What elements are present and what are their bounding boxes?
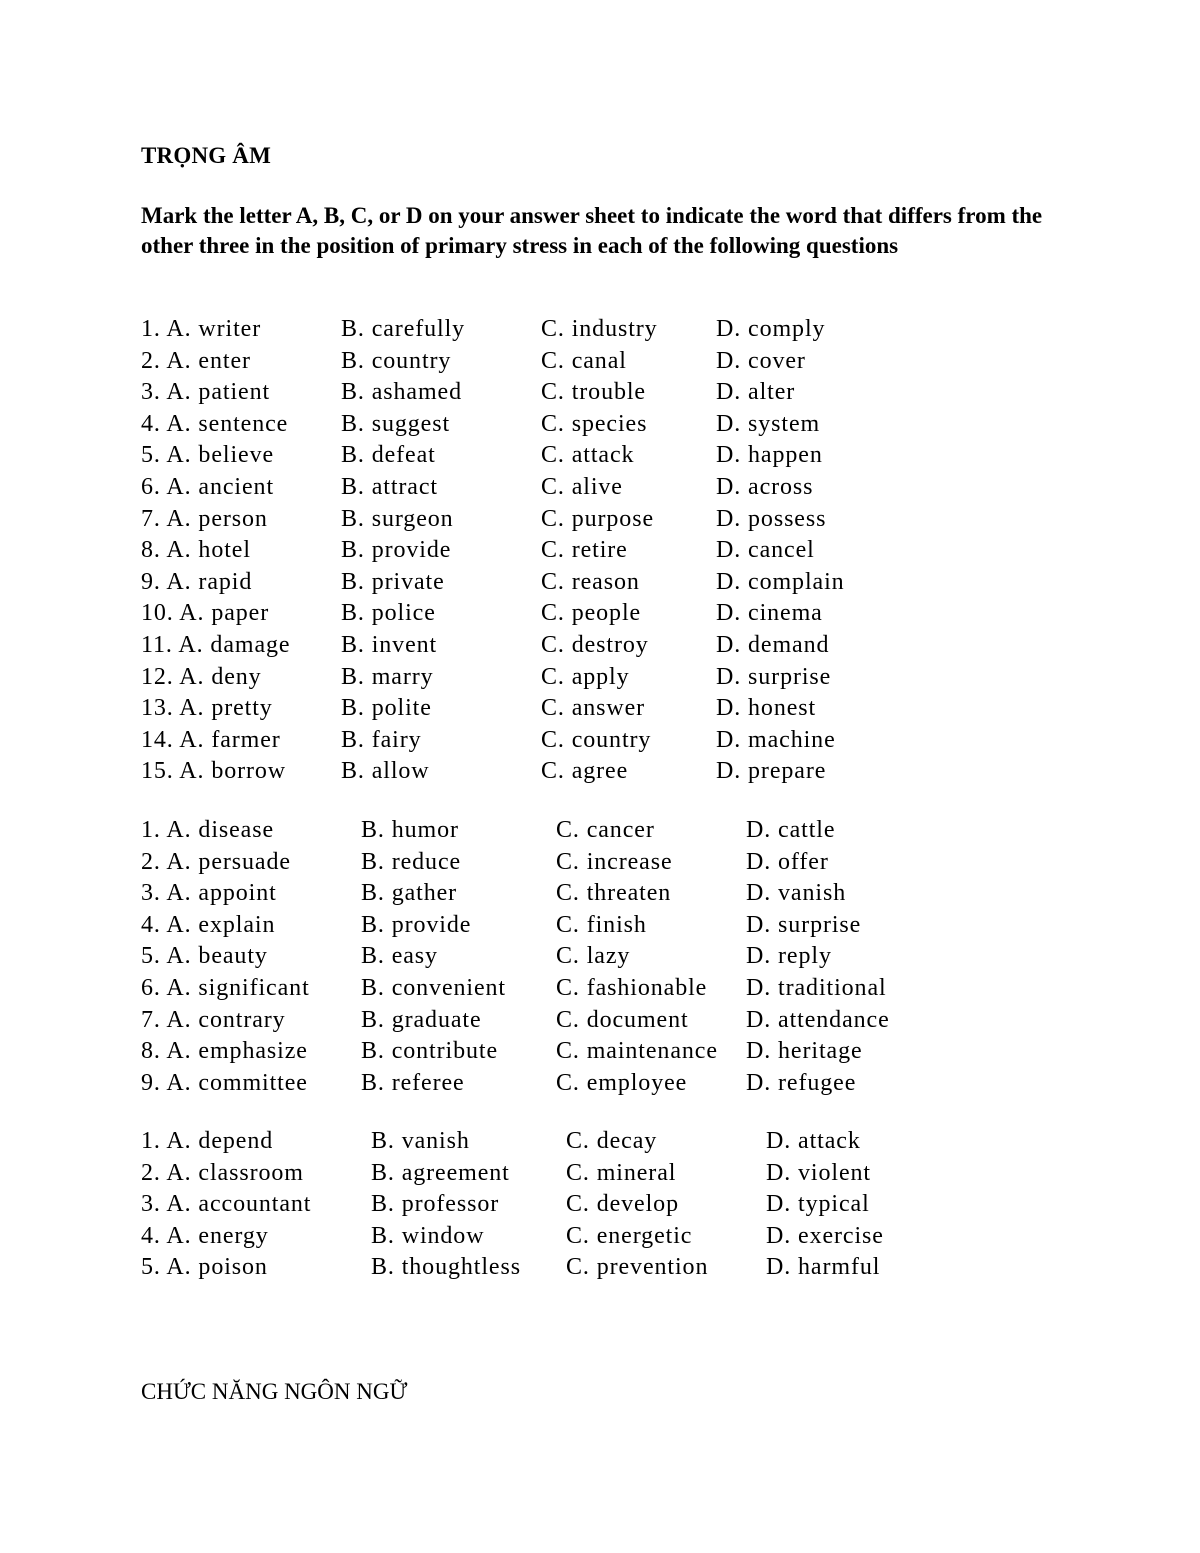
- option-c: C. finish: [556, 911, 647, 938]
- option-c: C. apply: [541, 663, 630, 690]
- option-d: D. attendance: [746, 1006, 890, 1033]
- option-a-text: A. farmer: [179, 726, 281, 753]
- option-c: C. mineral: [566, 1159, 677, 1186]
- question-row: [141, 664, 1041, 696]
- question-number: 2.: [141, 347, 161, 374]
- option-a: [141, 1223, 269, 1250]
- option-a: [141, 442, 274, 469]
- question-row: [141, 695, 1041, 727]
- option-a: [141, 1191, 311, 1218]
- option-a-text: A. deny: [179, 663, 262, 690]
- question-number: 13.: [141, 695, 174, 722]
- option-d: D. heritage: [746, 1038, 863, 1065]
- instructions: Mark the letter A, B, C, or D on your answer sheet to indicate the word that differs from the other three in the position of primary stress in each of the following questions: [141, 203, 1043, 258]
- option-a-text: A. explain: [166, 911, 276, 938]
- option-b: B. allow: [341, 758, 430, 785]
- question-number: 1.: [141, 1128, 161, 1154]
- option-c: C. destroy: [541, 631, 649, 658]
- question-row: [141, 537, 1041, 569]
- question-row: [141, 1223, 1041, 1255]
- question-row: [141, 632, 1041, 664]
- option-a-text: A. persuade: [166, 848, 291, 875]
- question-number: 3.: [141, 379, 161, 406]
- option-d: D. complain: [716, 568, 845, 595]
- option-c: C. lazy: [556, 943, 631, 970]
- question-row: [141, 348, 1041, 380]
- option-d: D. across: [716, 473, 814, 500]
- option-a: [141, 880, 277, 907]
- option-d: D. prepare: [716, 758, 827, 785]
- option-b: B. provide: [361, 911, 472, 938]
- option-c: C. retire: [541, 537, 628, 564]
- question-row: [141, 1128, 1041, 1160]
- section-heading-language-functions: CHỨC NĂNG NGÔN NGỮ: [141, 1379, 408, 1404]
- question-row: [141, 506, 1041, 538]
- option-a-text: A. accountant: [166, 1191, 312, 1218]
- option-a: [141, 506, 268, 533]
- option-b: B. reduce: [361, 848, 462, 875]
- question-number: 8.: [141, 1038, 161, 1065]
- option-a-text: A. appoint: [166, 880, 277, 907]
- option-b: B. police: [341, 600, 436, 627]
- option-d: D. system: [716, 410, 821, 437]
- question-number: 4.: [141, 911, 161, 938]
- question-row: [141, 1038, 1041, 1070]
- option-a-text: A. committee: [166, 1069, 308, 1096]
- question-number: 7.: [141, 505, 161, 532]
- option-a: [141, 1160, 304, 1187]
- option-c: C. alive: [541, 473, 623, 500]
- question-row: [141, 727, 1041, 759]
- option-a-text: A. depend: [166, 1128, 274, 1154]
- option-a: [141, 817, 274, 844]
- option-c: C. trouble: [541, 379, 646, 406]
- option-a-text: A. emphasize: [166, 1038, 308, 1065]
- option-b: B. ashamed: [341, 379, 462, 406]
- option-d: D. typical: [766, 1191, 870, 1218]
- option-b: B. country: [341, 347, 452, 374]
- question-section-3: [141, 1128, 1041, 1286]
- option-c: C. develop: [566, 1191, 679, 1218]
- option-a: [141, 600, 269, 627]
- question-row: [141, 849, 1041, 881]
- option-c: C. employee: [556, 1069, 688, 1096]
- option-c: C. species: [541, 410, 648, 437]
- question-number: 8.: [141, 537, 161, 564]
- option-a: [141, 537, 251, 564]
- option-c: C. industry: [541, 316, 658, 342]
- question-number: 4.: [141, 1222, 161, 1249]
- question-row: [141, 442, 1041, 474]
- option-d: D. reply: [746, 943, 832, 970]
- option-d: D. violent: [766, 1159, 871, 1186]
- option-c: C. country: [541, 726, 652, 753]
- option-a: [141, 1070, 308, 1097]
- question-number: 5.: [141, 1254, 161, 1281]
- option-c: C. agree: [541, 758, 629, 785]
- option-a: [141, 569, 252, 596]
- option-b: B. contribute: [361, 1038, 499, 1065]
- option-b: B. professor: [371, 1191, 500, 1218]
- option-b: B. fairy: [341, 726, 422, 753]
- option-c: C. prevention: [566, 1254, 709, 1281]
- option-a-text: A. classroom: [166, 1159, 304, 1186]
- option-a-text: A. person: [166, 505, 268, 532]
- option-a: [141, 1038, 308, 1065]
- option-a-text: A. hotel: [166, 537, 251, 564]
- option-c: C. energetic: [566, 1222, 693, 1249]
- option-b: B. marry: [341, 663, 434, 690]
- option-c: C. canal: [541, 347, 627, 374]
- question-row: [141, 411, 1041, 443]
- option-c: C. maintenance: [556, 1038, 718, 1065]
- option-a-text: A. pretty: [179, 695, 273, 722]
- option-c: C. document: [556, 1006, 689, 1033]
- question-row: [141, 1160, 1041, 1192]
- option-d: D. surprise: [746, 911, 862, 938]
- question-row: [141, 600, 1041, 632]
- question-row: [141, 1070, 1041, 1102]
- option-b: B. gather: [361, 880, 458, 907]
- option-c: C. people: [541, 600, 642, 627]
- option-a-text: A. poison: [166, 1254, 268, 1281]
- question-row: [141, 975, 1041, 1007]
- question-number: 2.: [141, 1159, 161, 1186]
- option-b: B. defeat: [341, 442, 436, 469]
- option-b: B. graduate: [361, 1006, 482, 1033]
- option-b: B. surgeon: [341, 505, 454, 532]
- option-d: D. cattle: [746, 817, 836, 843]
- option-c: C. increase: [556, 848, 673, 875]
- option-b: B. window: [371, 1222, 485, 1249]
- option-d: D. demand: [716, 631, 830, 658]
- option-d: D. comply: [716, 316, 826, 342]
- option-b: B. suggest: [341, 410, 451, 437]
- option-d: D. possess: [716, 505, 827, 532]
- option-a: [141, 1254, 268, 1281]
- option-a: [141, 975, 310, 1002]
- question-row: [141, 1007, 1041, 1039]
- option-a: [141, 943, 268, 970]
- question-row: [141, 758, 1041, 790]
- question-section-1: [141, 316, 1041, 790]
- option-a: [141, 912, 275, 939]
- option-b: B. convenient: [361, 974, 507, 1001]
- option-a-text: A. enter: [166, 347, 251, 374]
- option-b: B. vanish: [371, 1128, 470, 1154]
- question-number: 6.: [141, 974, 161, 1001]
- option-d: D. honest: [716, 695, 817, 722]
- option-a-text: A. contrary: [166, 1006, 286, 1033]
- option-a: [141, 379, 270, 406]
- question-row: [141, 912, 1041, 944]
- option-b: B. referee: [361, 1069, 465, 1096]
- option-b: B. private: [341, 568, 445, 595]
- question-row: [141, 379, 1041, 411]
- option-a: [141, 849, 291, 876]
- option-a: [141, 758, 286, 785]
- option-a-text: A. ancient: [166, 473, 275, 500]
- option-a: [141, 664, 262, 691]
- option-a: [141, 348, 251, 375]
- option-c: C. cancer: [556, 817, 655, 843]
- option-d: D. cinema: [716, 600, 823, 627]
- option-a-text: A. patient: [166, 379, 271, 406]
- option-a-text: A. paper: [179, 600, 270, 627]
- option-a-text: A. writer: [166, 316, 262, 342]
- option-c: C. reason: [541, 568, 640, 595]
- option-b: B. easy: [361, 943, 438, 970]
- option-c: C. attack: [541, 442, 635, 469]
- question-number: 3.: [141, 1191, 161, 1218]
- question-number: 14.: [141, 726, 174, 753]
- option-d: D. harmful: [766, 1254, 881, 1281]
- question-section-2: [141, 817, 1041, 1101]
- question-number: 5.: [141, 442, 161, 469]
- option-b: B. provide: [341, 537, 452, 564]
- question-row: [141, 880, 1041, 912]
- option-a-text: A. energy: [166, 1222, 269, 1249]
- option-d: D. traditional: [746, 974, 887, 1001]
- page-title: TRỌNG ÂM: [141, 143, 272, 168]
- option-d: D. happen: [716, 442, 823, 469]
- option-c: C. purpose: [541, 505, 654, 532]
- question-number: 15.: [141, 758, 174, 785]
- option-d: D. attack: [766, 1128, 861, 1154]
- question-number: 1.: [141, 817, 161, 843]
- option-a: [141, 632, 290, 659]
- option-a-text: A. believe: [166, 442, 275, 469]
- question-number: 3.: [141, 880, 161, 907]
- question-row: [141, 316, 1041, 348]
- question-row: [141, 943, 1041, 975]
- option-c: C. fashionable: [556, 974, 708, 1001]
- option-a: [141, 695, 273, 722]
- option-a-text: A. disease: [166, 817, 275, 843]
- option-a: [141, 1128, 273, 1155]
- question-number: 1.: [141, 316, 161, 342]
- option-b: B. attract: [341, 473, 438, 500]
- question-row: [141, 1254, 1041, 1286]
- option-d: D. exercise: [766, 1222, 884, 1249]
- option-a: [141, 727, 281, 754]
- question-number: 2.: [141, 848, 161, 875]
- option-b: B. thoughtless: [371, 1254, 521, 1281]
- question-row: [141, 474, 1041, 506]
- option-d: D. surprise: [716, 663, 832, 690]
- option-b: B. carefully: [341, 316, 466, 342]
- question-row: [141, 569, 1041, 601]
- question-number: 11.: [141, 631, 173, 658]
- option-c: C. decay: [566, 1128, 658, 1154]
- option-a: [141, 411, 288, 438]
- option-a: [141, 474, 274, 501]
- option-d: D. cover: [716, 347, 806, 374]
- option-d: D. cancel: [716, 537, 815, 564]
- option-a: [141, 1007, 286, 1034]
- question-number: 6.: [141, 473, 161, 500]
- question-number: 12.: [141, 663, 174, 690]
- question-row: [141, 817, 1041, 849]
- option-d: D. offer: [746, 848, 829, 875]
- question-number: 10.: [141, 600, 174, 627]
- question-number: 4.: [141, 410, 161, 437]
- option-d: D. refugee: [746, 1069, 857, 1096]
- question-number: 7.: [141, 1006, 161, 1033]
- option-a-text: A. sentence: [166, 410, 289, 437]
- option-d: D. machine: [716, 726, 836, 753]
- option-a-text: A. beauty: [166, 943, 268, 970]
- option-b: B. agreement: [371, 1159, 510, 1186]
- option-b: B. invent: [341, 631, 438, 658]
- option-b: B. polite: [341, 695, 432, 722]
- question-number: 9.: [141, 1069, 161, 1096]
- question-number: 5.: [141, 943, 161, 970]
- option-a-text: A. borrow: [179, 758, 287, 785]
- option-d: D. alter: [716, 379, 796, 406]
- question-row: [141, 1191, 1041, 1223]
- option-d: D. vanish: [746, 880, 847, 907]
- option-c: C. threaten: [556, 880, 672, 907]
- option-b: B. humor: [361, 817, 459, 843]
- option-a-text: A. significant: [166, 974, 310, 1001]
- option-a-text: A. damage: [178, 631, 291, 658]
- option-c: C. answer: [541, 695, 646, 722]
- option-a-text: A. rapid: [166, 568, 253, 595]
- option-a: [141, 316, 261, 343]
- question-number: 9.: [141, 568, 161, 595]
